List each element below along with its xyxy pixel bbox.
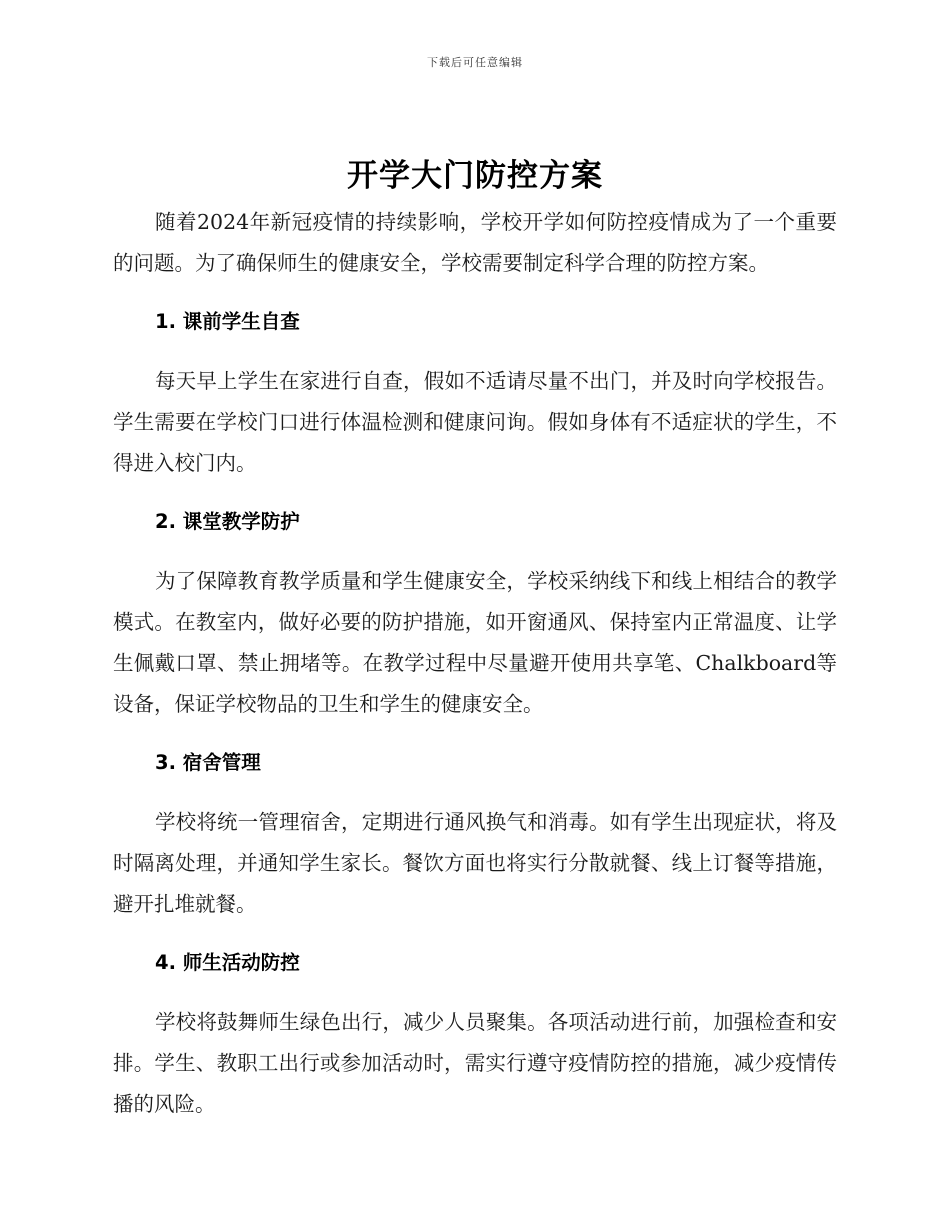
header-note: 下载后可任意编辑 (427, 56, 523, 69)
section-heading-2: 2. 课堂教学防护 (155, 510, 300, 533)
document-title: 开学大门防控方案 (347, 158, 603, 194)
section-body-3: 学校将统一管理宿舍，定期进行通风换气和消毒。如有学生出现症状，将及时隔离处理，并通知学生家长。餐饮方面也将实行分散就餐、线上订餐等措施，避开扎堆就餐。 (113, 810, 837, 916)
section-heading-3: 3. 宿舍管理 (155, 751, 261, 774)
document-body (113, 202, 837, 1125)
section-body-2: 为了保障教育教学质量和学生健康安全，学校采纳线下和线上相结合的教学模式。在教室内，做好必要的防护措施，如开窗通风、保持室内正常温度、让学生佩戴口罩、禁止拥堵等。在教学过程中尽量避开使用共享笔、Chalkboard等设备，保证学校物品的卫生和学生的健康安全。 (113, 569, 837, 716)
section-body-1: 每天早上学生在家进行自查，假如不适请尽量不出门，并及时向学校报告。学生需要在学校门口进行体温检测和健康问询。假如身体有不适症状的学生，不得进入校门内。 (113, 369, 837, 475)
intro-paragraph: 随着2024年新冠疫情的持续影响，学校开学如何防控疫情成为了一个重要的问题。为了确保师生的健康安全，学校需要制定科学合理的防控方案。 (113, 210, 837, 275)
section-heading-1: 1. 课前学生自查 (155, 310, 300, 333)
section-heading-4: 4. 师生活动防控 (155, 951, 300, 974)
section-body-4: 学校将鼓舞师生绿色出行，减少人员聚集。各项活动进行前，加强检查和安排。学生、教职工出行或参加活动时，需实行遵守疫情防控的措施，减少疫情传播的风险。 (113, 1010, 837, 1116)
